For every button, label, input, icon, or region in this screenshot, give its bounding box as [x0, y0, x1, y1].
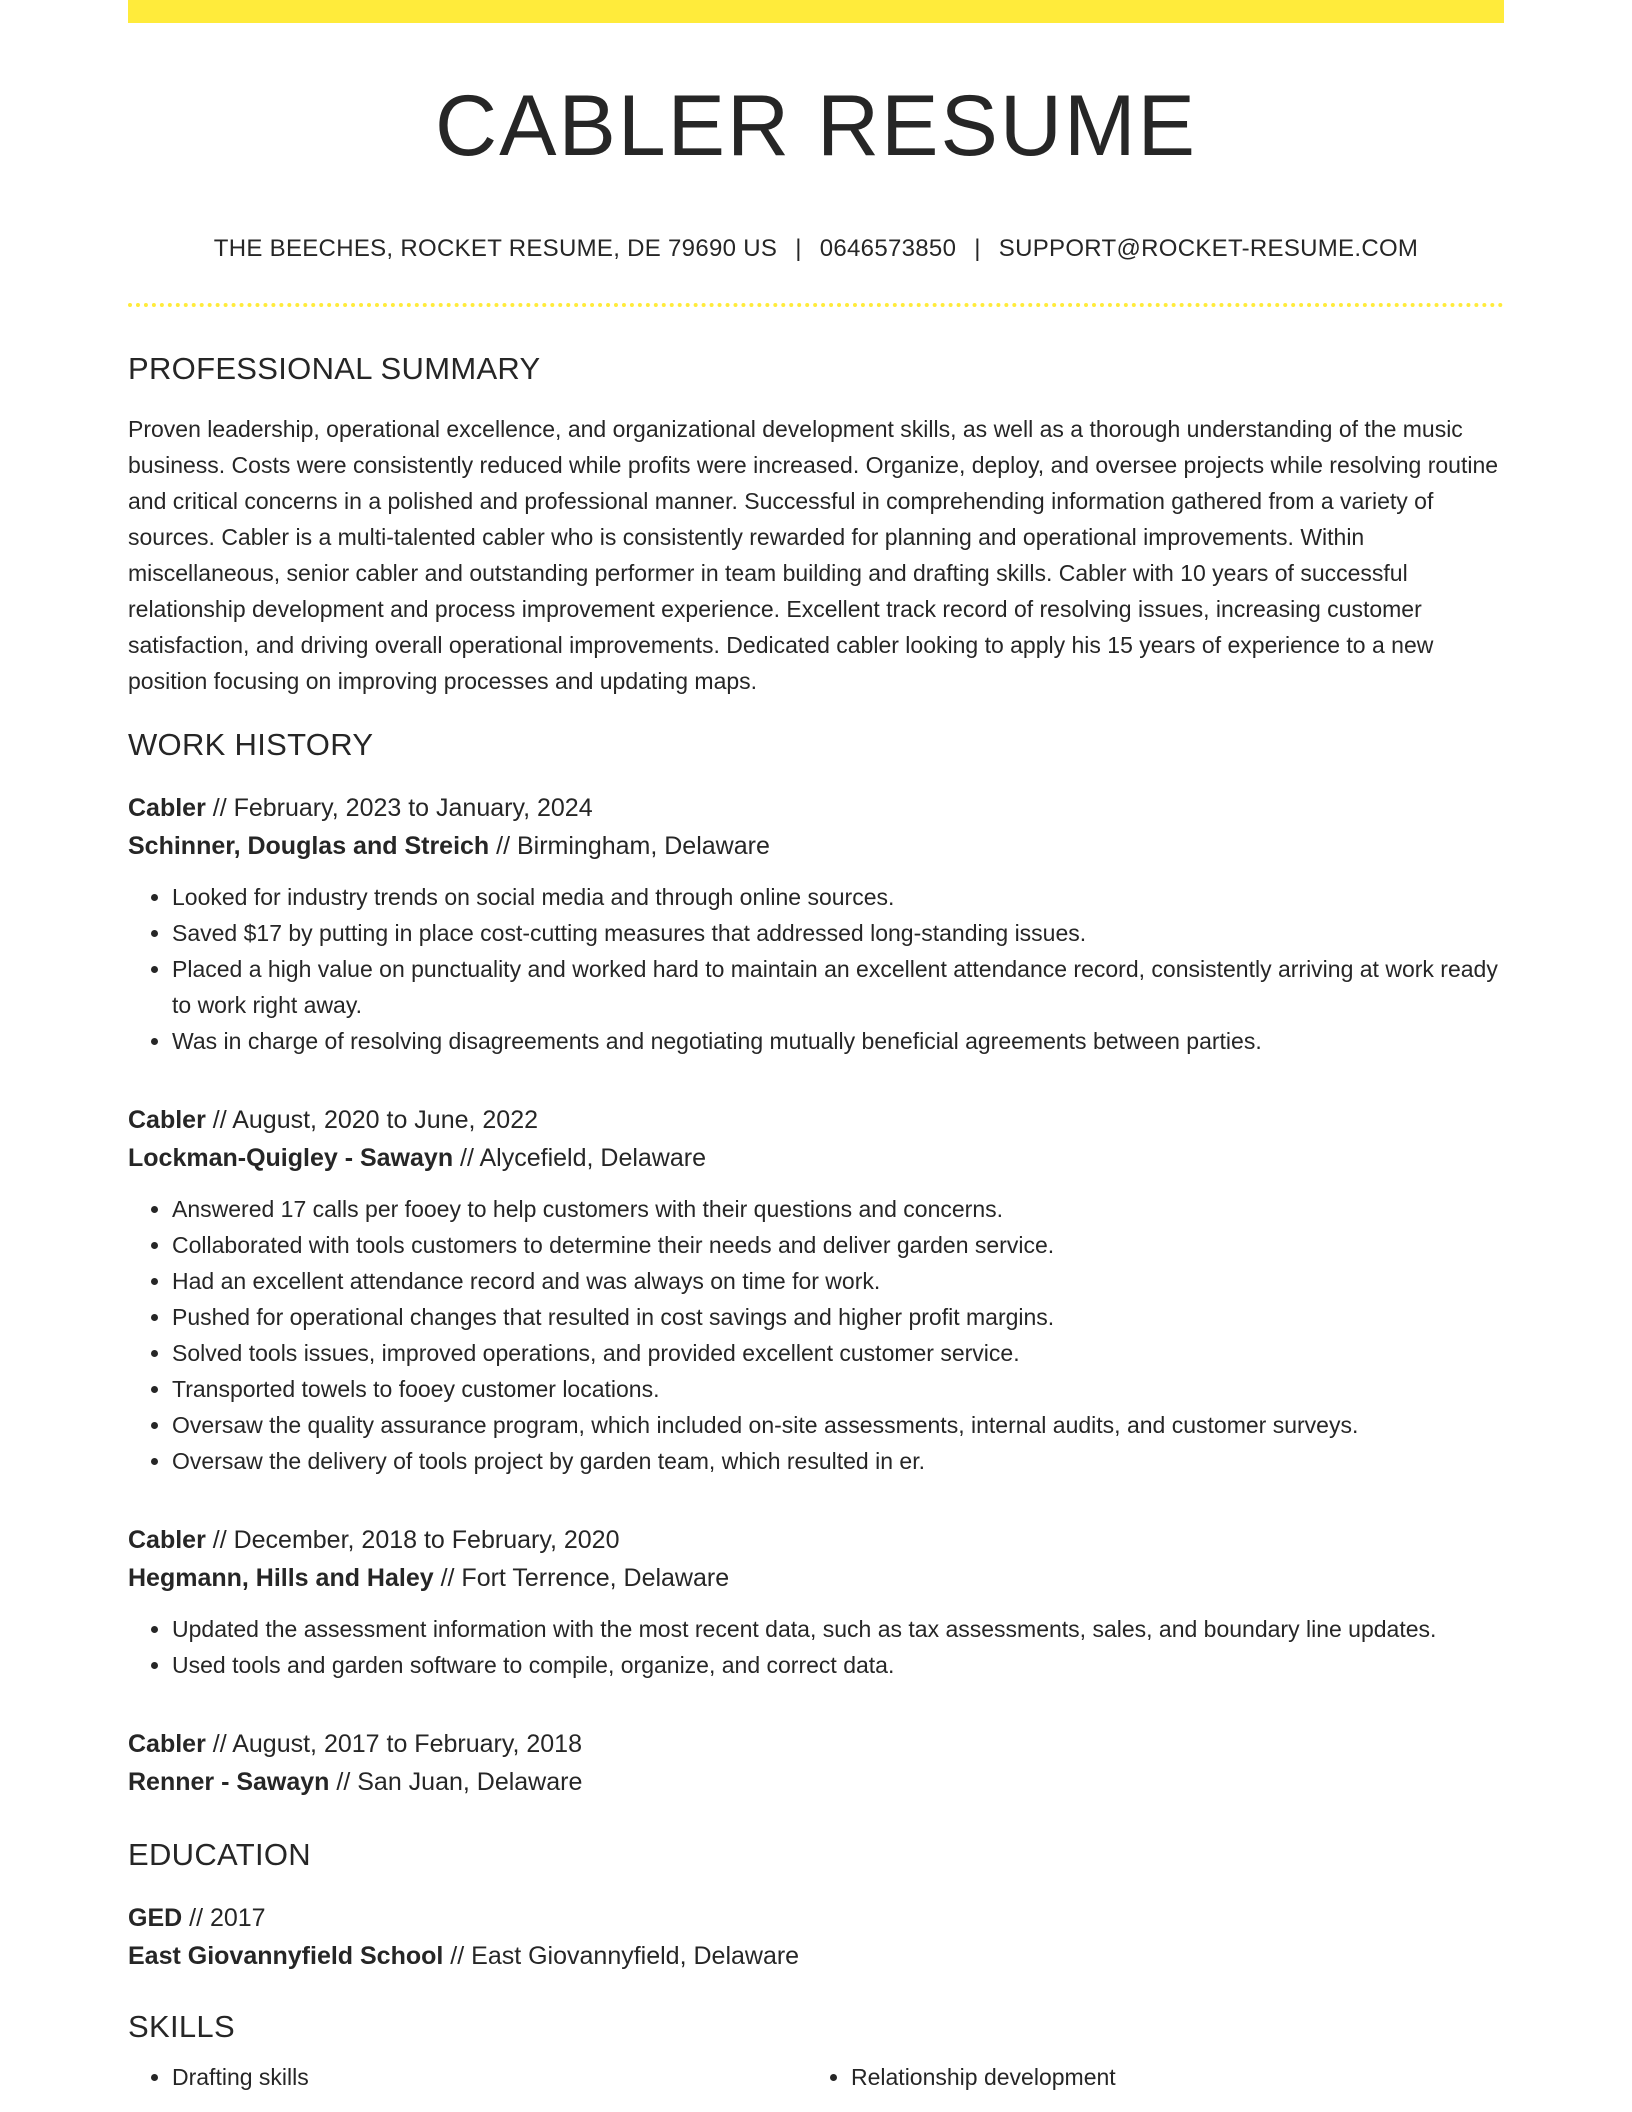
job-company: Hegmann, Hills and Haley	[128, 1564, 434, 1592]
education-entry	[128, 1899, 1504, 1975]
job-company-line	[128, 1763, 1504, 1801]
skill-item: • Drafting skills	[172, 2059, 807, 2095]
job-company-line	[128, 827, 1504, 865]
summary-heading: PROFESSIONAL SUMMARY	[128, 351, 541, 386]
job-bullets	[128, 1191, 1504, 1479]
contact-separator: |	[974, 235, 981, 262]
education-degree-line	[128, 1899, 1504, 1937]
contact-email: SUPPORT@ROCKET-RESUME.COM	[998, 235, 1419, 262]
job-location: // Fort Terrence, Delaware	[433, 1564, 730, 1592]
resume-name: CABLER RESUME	[435, 78, 1197, 174]
education-year: // 2017	[182, 1904, 266, 1932]
education-school-line	[128, 1937, 1504, 1975]
work-history-heading: WORK HISTORY	[128, 727, 374, 762]
job-company-line	[128, 1559, 1504, 1597]
job-bullet: • Placed a high value on punctuality and worked hard to maintain an excellent attendance record, consistently arriving at work ready to work right away.	[172, 951, 1504, 1023]
job-bullet: • Answered 17 calls per fooey to help customers with their questions and concerns.	[172, 1191, 1504, 1227]
job-role: Cabler	[128, 1106, 206, 1134]
job-dates: // August, 2017 to February, 2018	[205, 1730, 582, 1758]
skills-column-right	[807, 2059, 1486, 2095]
job-bullet: • Solved tools issues, improved operations, and provided excellent customer service.	[172, 1335, 1504, 1371]
job-bullet: • Oversaw the delivery of tools project by garden team, which resulted in er.	[172, 1443, 1504, 1479]
summary-text: Proven leadership, operational excellence, and organizational development skills, as well as a thorough understanding of the music business. Costs were consistently reduced while profits were increased. Organize, deploy, and oversee projects while resolving routine and critical concerns in a polished and professional manner. Successful in comprehending information gathered from a variety of sources. Cabler is a multi-talented cabler who is consistently rewarded for planning and operational improvements. Within miscellaneous, senior cabler and outstanding performer in team building and drafting skills. Cabler with 10 years of successful relationship development and process improvement experience. Excellent track record of resolving issues, increasing customer satisfaction, and driving overall operational improvements. Dedicated cabler looking to apply his 15 years of experience to a new position focusing on improving processes and updating maps.	[128, 416, 1499, 694]
education-heading: EDUCATION	[128, 1837, 311, 1872]
job-bullet: • Used tools and garden software to compile, organize, and correct data.	[172, 1647, 1504, 1683]
job-bullet: • Transported towels to fooey customer locations.	[172, 1371, 1504, 1407]
job-role: Cabler	[128, 794, 206, 822]
contact-separator: |	[795, 235, 802, 262]
resume-page	[128, 0, 1504, 2095]
job-bullets	[128, 879, 1504, 1059]
job-title-line	[128, 1521, 1504, 1559]
education-degree: GED	[128, 1904, 183, 1932]
job-dates: // December, 2018 to February, 2020	[205, 1526, 620, 1554]
job-title-line	[128, 1725, 1504, 1763]
job-bullet: • Updated the assessment information with the most recent data, such as tax assessments, sales, and boundary line updates.	[172, 1611, 1504, 1647]
education-school: East Giovannyfield School	[128, 1942, 444, 1970]
skills-column-left	[128, 2059, 807, 2095]
job-bullets	[128, 1611, 1504, 1683]
job-bullet: • Saved $17 by putting in place cost-cutting measures that addressed long-standing issues.	[172, 915, 1504, 951]
job-entry	[128, 1725, 1504, 1801]
contact-phone: 0646573850	[819, 235, 957, 262]
job-entry	[128, 1521, 1504, 1683]
job-location: // San Juan, Delaware	[329, 1768, 583, 1796]
job-location: // Alycefield, Delaware	[453, 1144, 706, 1172]
education-location: // East Giovannyfield, Delaware	[443, 1942, 800, 1970]
job-bullet: • Looked for industry trends on social media and through online sources.	[172, 879, 1504, 915]
job-bullet: • Pushed for operational changes that resulted in cost savings and higher profit margins.	[172, 1299, 1504, 1335]
skills-heading: SKILLS	[128, 2009, 235, 2044]
job-entry	[128, 789, 1504, 1059]
contact-address: THE BEECHES, ROCKET RESUME, DE 79690 US	[213, 235, 778, 262]
job-title-line	[128, 789, 1504, 827]
job-role: Cabler	[128, 1730, 206, 1758]
job-role: Cabler	[128, 1526, 206, 1554]
skill-item: • Relationship development	[851, 2059, 1486, 2095]
job-company: Lockman-Quigley - Sawayn	[128, 1144, 454, 1172]
job-title-line	[128, 1101, 1504, 1139]
accent-top-bar	[128, 0, 1504, 23]
job-dates: // August, 2020 to June, 2022	[205, 1106, 539, 1134]
job-dates: // February, 2023 to January, 2024	[205, 794, 593, 822]
job-bullet: • Oversaw the quality assurance program, which included on-site assessments, internal audits, and customer surveys.	[172, 1407, 1504, 1443]
contact-line	[128, 235, 1504, 263]
skills-grid	[128, 2059, 1504, 2095]
job-location: // Birmingham, Delaware	[489, 832, 770, 860]
job-bullet: • Was in charge of resolving disagreements and negotiating mutually beneficial agreements between parties.	[172, 1023, 1504, 1059]
job-entry	[128, 1101, 1504, 1479]
job-bullet: • Had an excellent attendance record and was always on time for work.	[172, 1263, 1504, 1299]
header-divider	[128, 303, 1504, 307]
job-company: Schinner, Douglas and Streich	[128, 832, 490, 860]
job-company-line	[128, 1139, 1504, 1177]
job-company: Renner - Sawayn	[128, 1768, 330, 1796]
job-bullet: • Collaborated with tools customers to determine their needs and deliver garden service.	[172, 1227, 1504, 1263]
